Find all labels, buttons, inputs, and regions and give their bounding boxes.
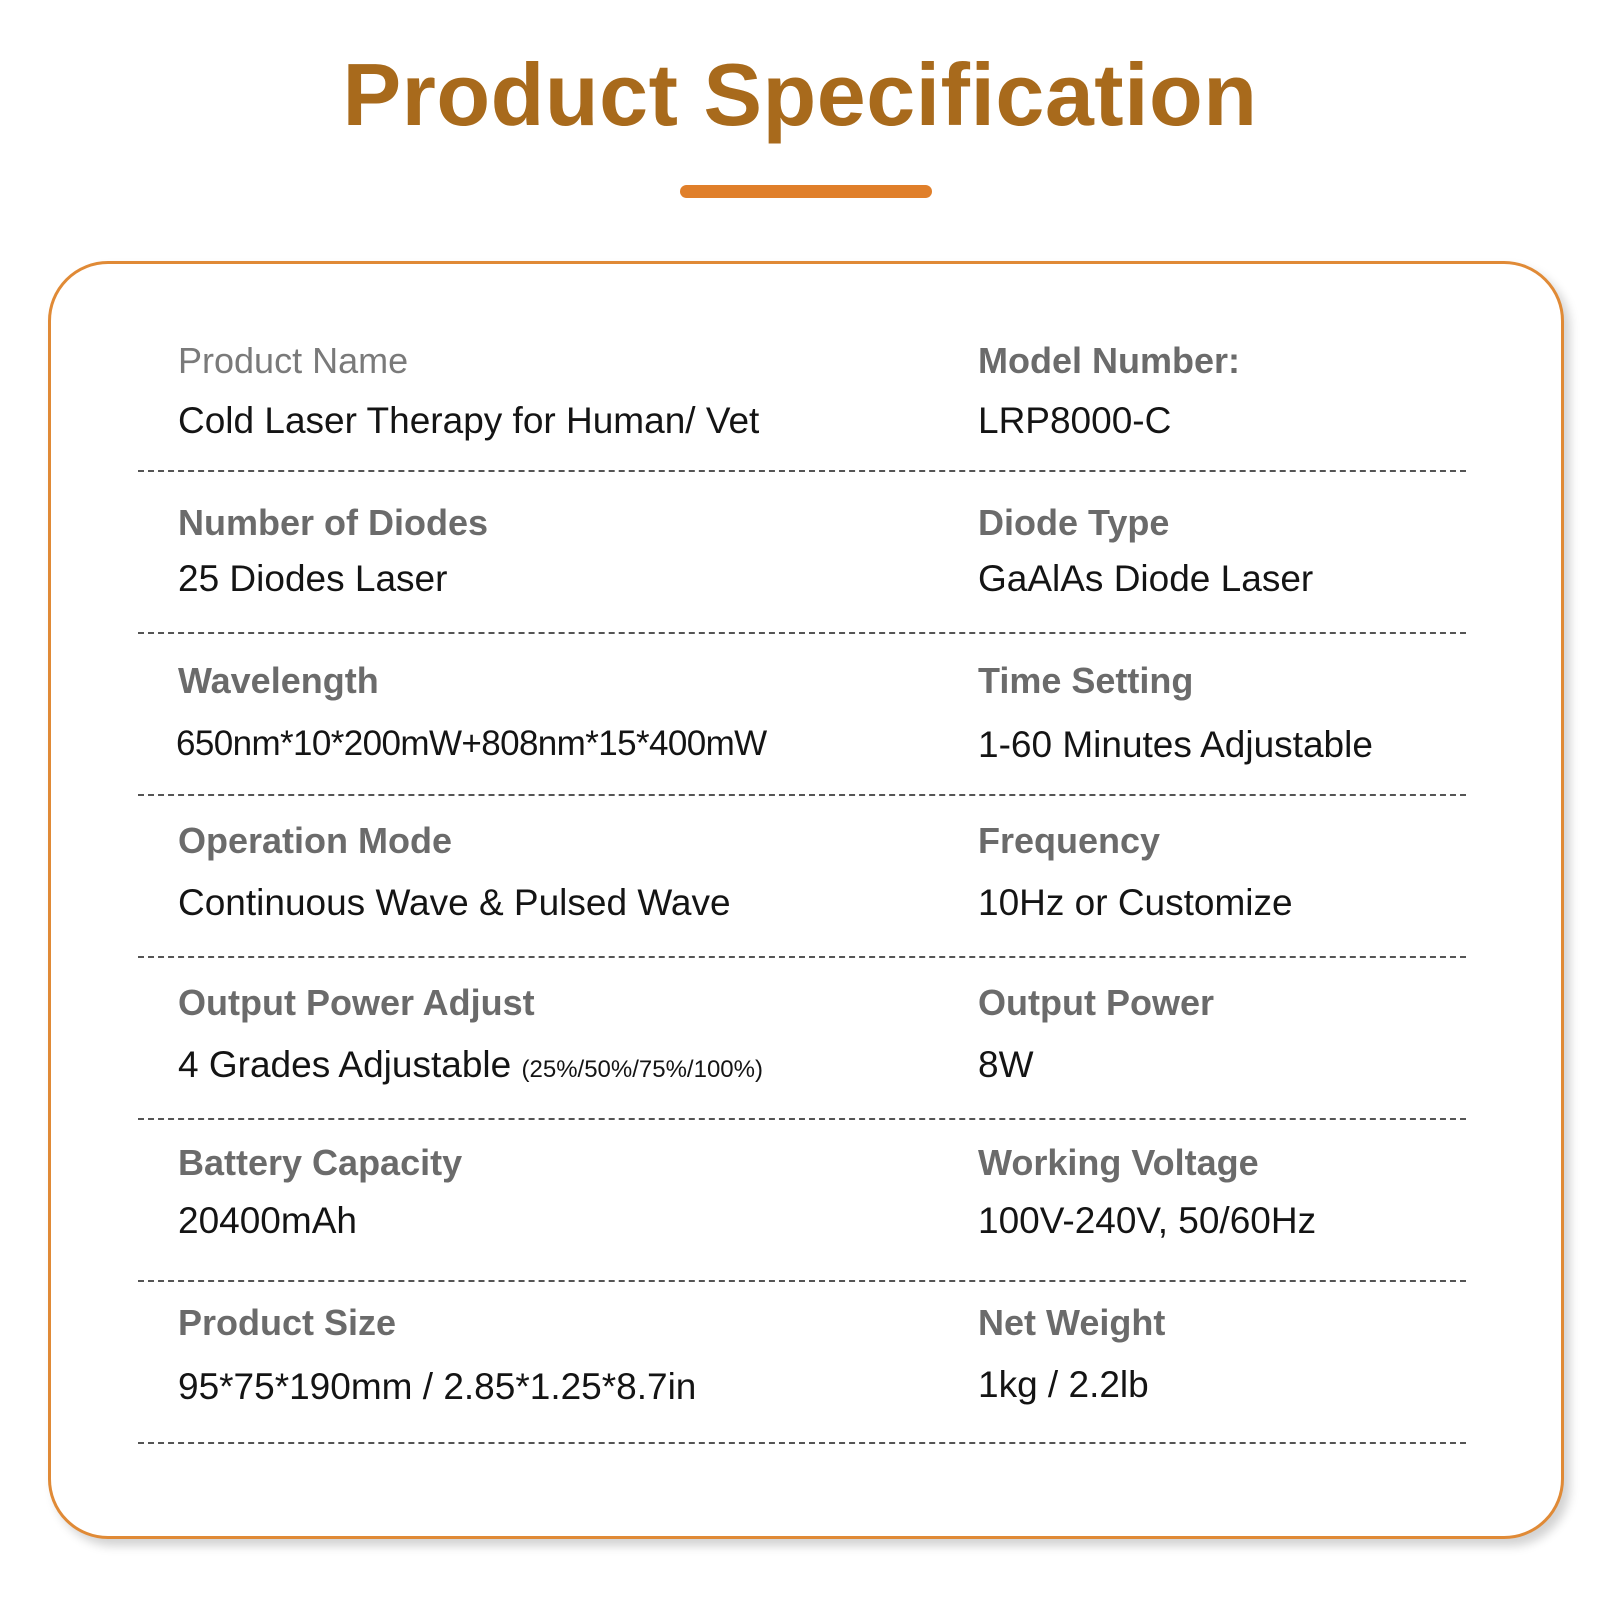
spec-value-main: 4 Grades Adjustable (178, 1044, 512, 1085)
spec-label: Working Voltage (978, 1142, 1259, 1183)
spec-row-wavelength (138, 634, 1466, 796)
spec-value: 100V-240V, 50/60Hz (978, 1200, 1317, 1241)
spec-card (48, 261, 1564, 1539)
spec-value: 650nm*10*200mW+808nm*15*400mW (176, 724, 767, 763)
spec-label: Battery Capacity (178, 1142, 463, 1183)
spec-value: LRP8000-C (978, 400, 1172, 441)
spec-label: Output Power Adjust (178, 982, 535, 1023)
spec-value: 20400mAh (178, 1200, 357, 1241)
title-underline (680, 185, 932, 198)
spec-value: Cold Laser Therapy for Human/ Vet (178, 400, 760, 441)
spec-value: 25 Diodes Laser (178, 558, 448, 599)
spec-label: Net Weight (978, 1302, 1166, 1343)
spec-value: Continuous Wave & Pulsed Wave (178, 882, 731, 923)
dashed-divider (138, 1442, 1466, 1444)
spec-value-note: (25%/50%/75%/100%) (521, 1056, 763, 1083)
spec-value: 10Hz or Customize (978, 882, 1293, 923)
spec-row-diodes (138, 472, 1466, 634)
spec-label: Diode Type (978, 502, 1170, 543)
spec-row-battery (138, 1120, 1466, 1282)
spec-value: 1kg / 2.2lb (978, 1364, 1149, 1405)
spec-label: Wavelength (178, 660, 379, 701)
spec-value: 95*75*190mm / 2.85*1.25*8.7in (178, 1366, 697, 1407)
spec-row-size-weight (138, 1282, 1466, 1444)
spec-row-product-name (138, 310, 1466, 472)
spec-value: 1-60 Minutes Adjustable (978, 724, 1373, 765)
spec-label: Frequency (978, 820, 1161, 861)
page-title: Product Specification (342, 45, 1258, 144)
spec-label: Model Number: (978, 340, 1241, 381)
spec-value: GaAlAs Diode Laser (978, 558, 1314, 599)
spec-label: Output Power (978, 982, 1214, 1023)
spec-label: Product Name (178, 340, 409, 381)
spec-value: 8W (978, 1044, 1034, 1085)
spec-label: Product Size (178, 1302, 397, 1343)
spec-label: Operation Mode (178, 820, 453, 861)
spec-row-output-power (138, 958, 1466, 1120)
spec-label: Number of Diodes (178, 502, 489, 543)
spec-value (178, 1044, 763, 1086)
spec-row-operation (138, 796, 1466, 958)
spec-label: Time Setting (978, 660, 1194, 701)
